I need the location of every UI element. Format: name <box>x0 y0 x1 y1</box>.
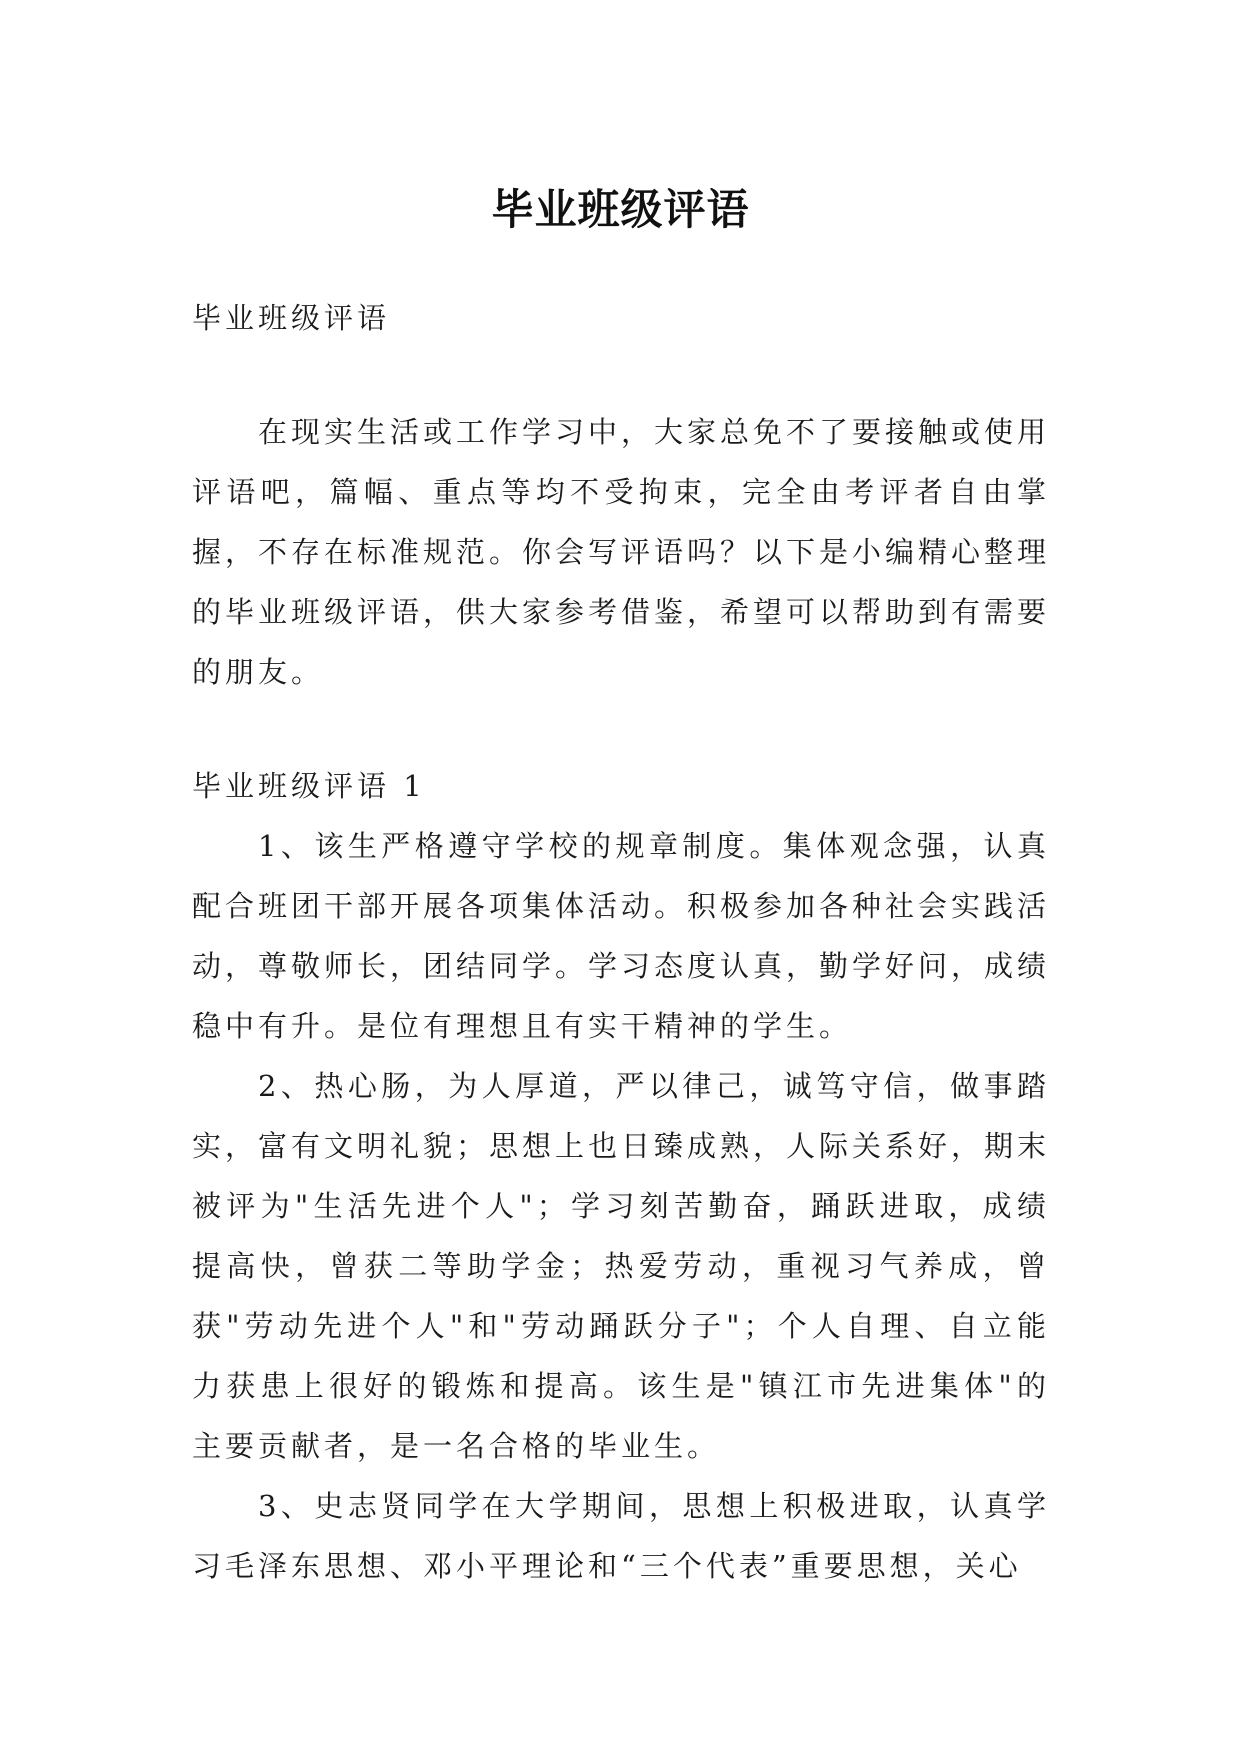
comment-item-2: 2、热心肠，为人厚道，严以律己，诚笃守信，做事踏实，富有文明礼貌；思想上也日臻成熟，人际关系好，期末被评为"生活先进个人"；学习刻苦勤奋，踊跃进取，成绩提高快，曾获二等助学金；热爱劳动，重视习气养成，曾获"劳动先进个人"和"劳动踊跃分子"；个人自理、自立能力获患上很好的锻炼和提高。该生是"镇江市先进集体"的主要贡献者，是一名合格的毕业生。 <box>192 1069 1051 1463</box>
comment-item-3: 3、史志贤同学在大学期间，思想上积极进取，认真学习毛泽东思想、邓小平理论和“三个代表”重要思想，关心 <box>192 1489 1050 1583</box>
document-subtitle: 毕业班级评语 <box>192 301 391 335</box>
comment-item-1: 1、该生严格遵守学校的规章制度。集体观念强，认真配合班团干部开展各项集体活动。积极参加各种社会实践活动，尊敬师长，团结同学。学习态度认真，勤学好问，成绩稳中有升。是位有理想且有实干精神的学生。 <box>192 829 1051 1043</box>
section-heading: 毕业班级评语 1 <box>192 769 426 803</box>
document-title: 毕业班级评语 <box>491 185 750 235</box>
intro-paragraph: 在现实生活或工作学习中，大家总免不了要接触或使用评语吧，篇幅、重点等均不受拘束，完全由考评者自由掌握，不存在标准规范。你会写评语吗？以下是小编精心整理的毕业班级评语，供大家参考借鉴，希望可以帮助到有需要的朋友。 <box>192 415 1051 689</box>
document-body <box>192 288 1050 1596</box>
